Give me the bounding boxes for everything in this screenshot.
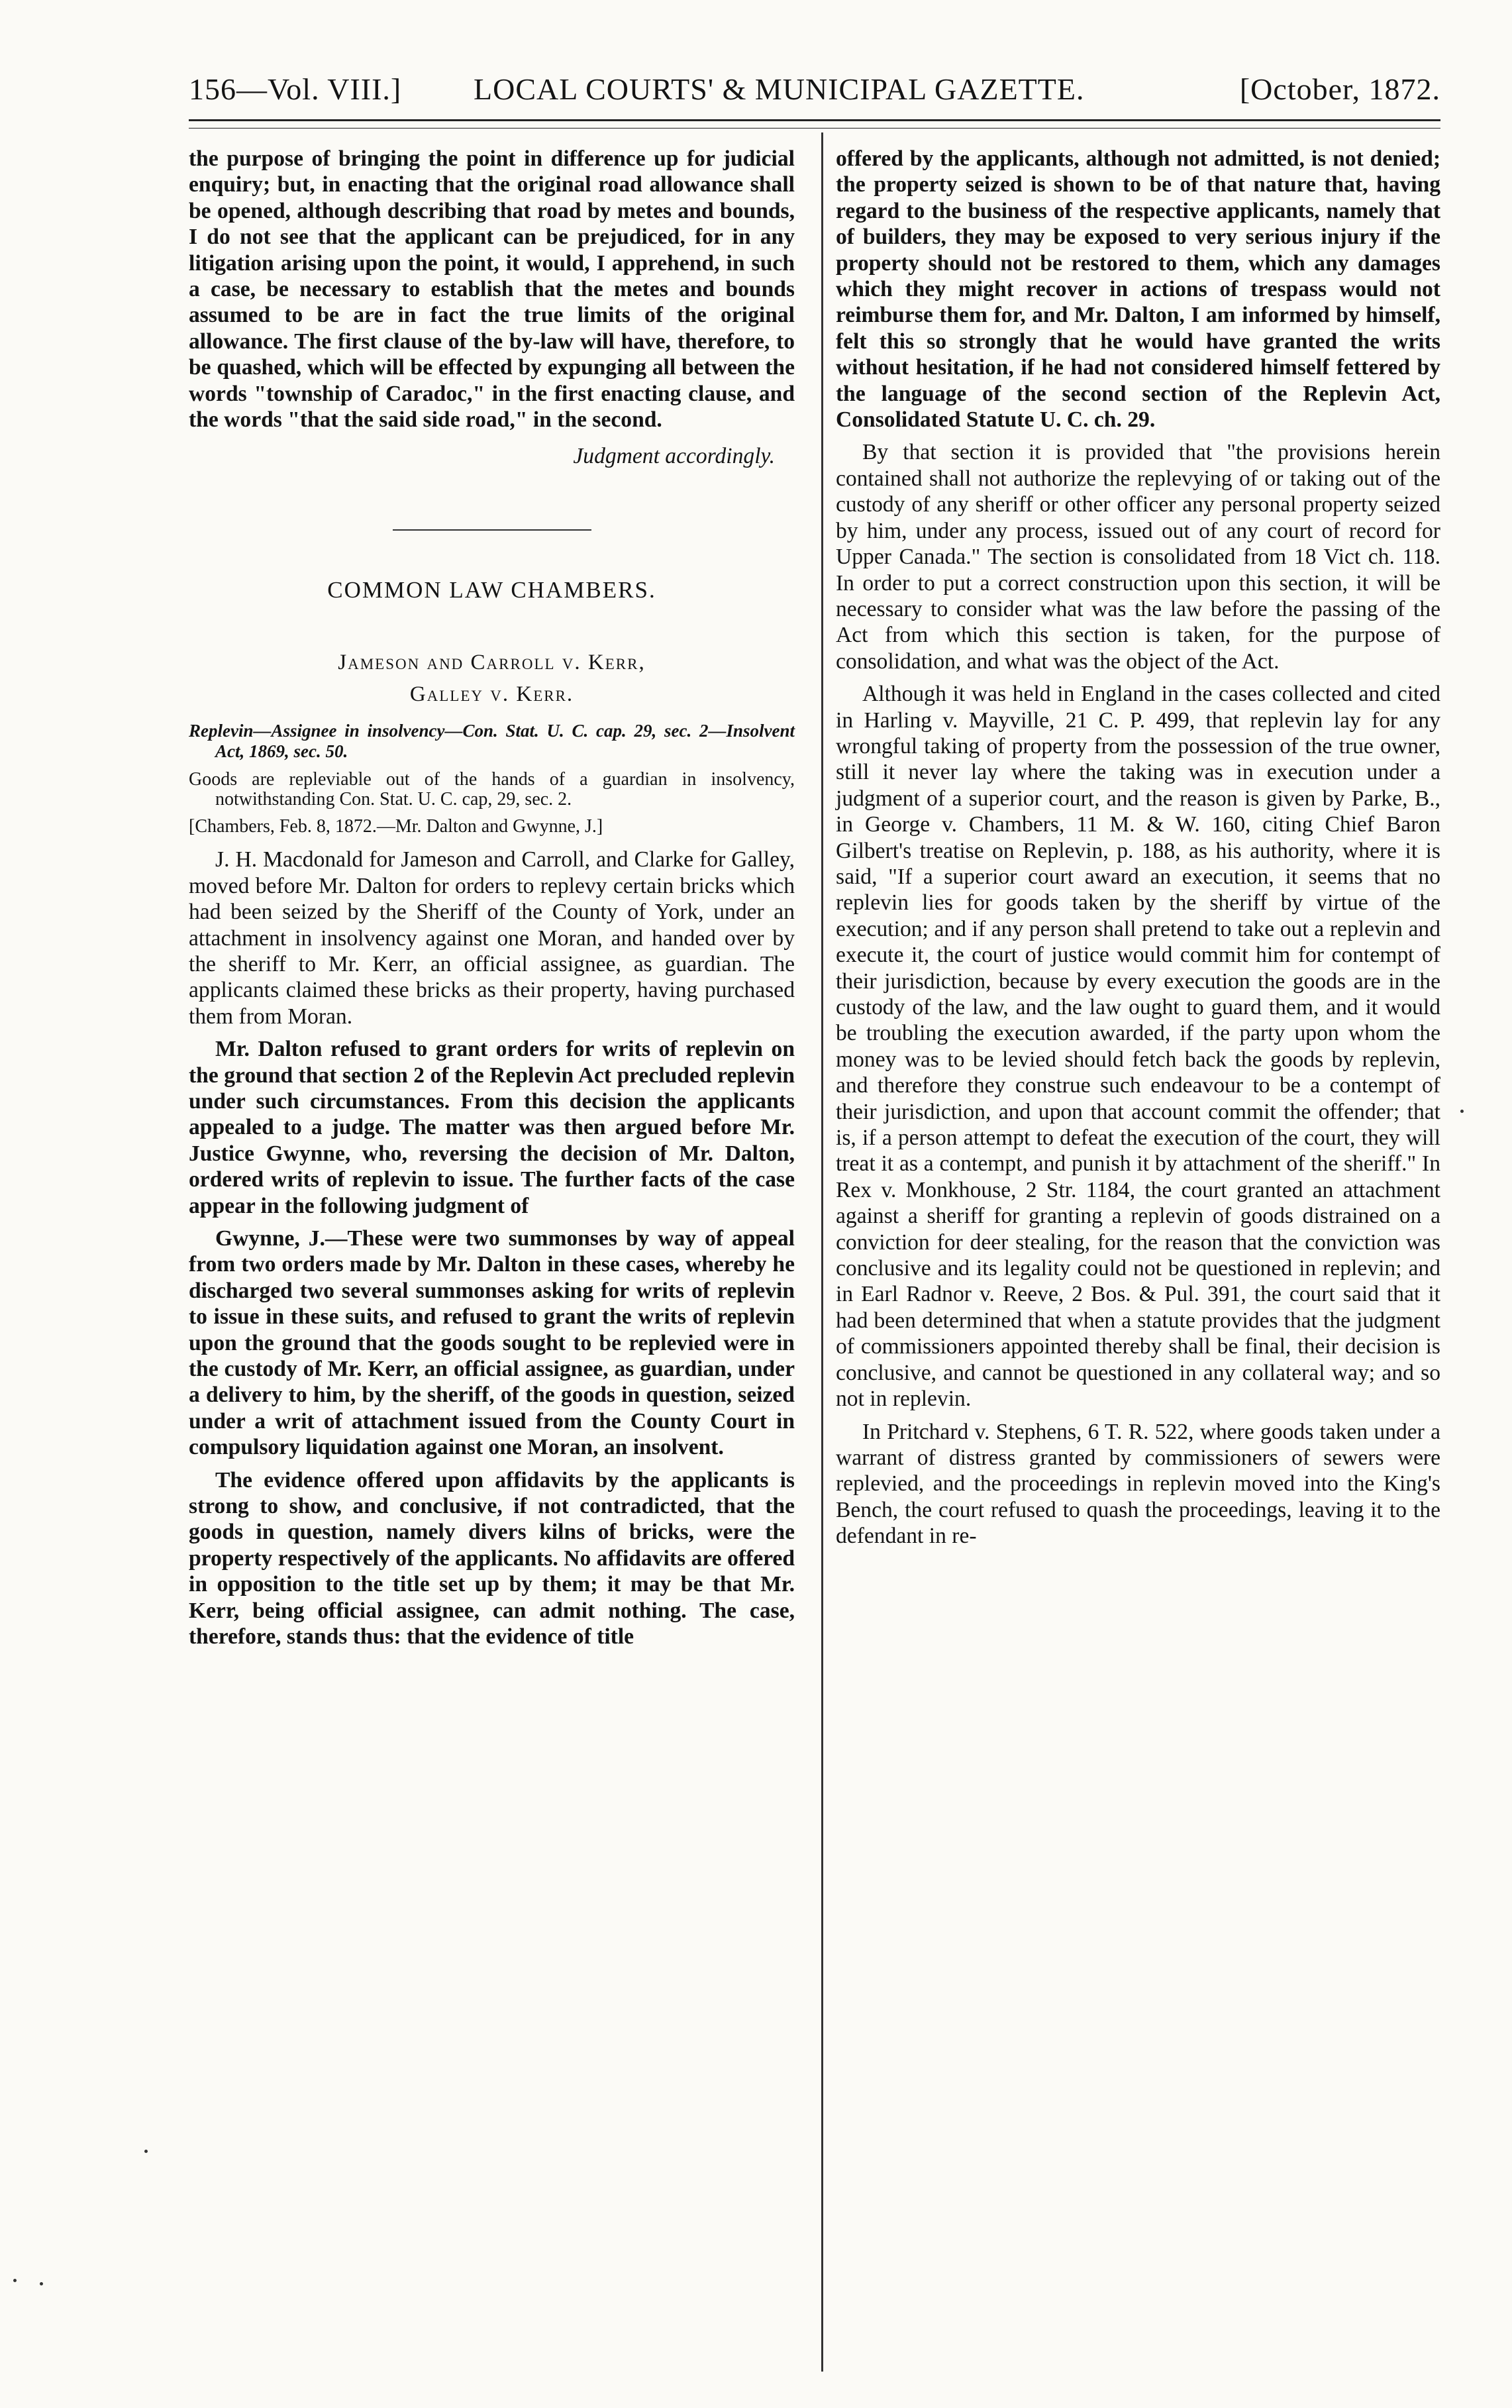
section-rule bbox=[393, 529, 591, 531]
judgment-signoff: Judgment accordingly. bbox=[573, 444, 775, 469]
case-title-line-1: Jameson and Carroll v. Kerr, bbox=[338, 651, 646, 675]
case-title-line-2: Galley v. Kerr. bbox=[409, 682, 574, 707]
left-paragraph-5: The evidence offered upon affidavits by the applicants is strong to show, and conclusive, if not contradicted, that the goods in question, namely divers kilns of bricks, were the property respectively of the applicants. No affidavits are offered in opposition to the title set up by them; it may be that Mr. Kerr, being official assignee, can admit nothing. The case, therefore, stands thus: that the evidence of title bbox=[189, 1467, 795, 1649]
court-line: [Chambers, Feb. 8, 1872.—Mr. Dalton and Gwynne, J.] bbox=[189, 816, 603, 837]
right-paragraph-3: Although it was held in England in the cases collected and cited in Harling v. Mayville, 21 C. P. 499, that replevin lay for any wrongful taking of property from the possession of the true owner, still it never lay where the taking was in execution under a judgment of a superior court, and the reason is given by Parke, B., in George v. Chambers, 11 M. & W. 160, citing Chief Baron Gilbert's treatise on Replevin, p. 188, as his authority, where it is said, "If a superior court award an execution, it seems that no replevin lies for goods taken by the sheriff by virtue of the execution; and if any person shall pretend to take out a replevin and execute it, the court of justice would commit him for contempt of their jurisdiction, because by every execution the goods are in the custody of the law, and the law ought to guard them, and it would be troubling the execution awarded, if the party upon whom the money was to be levied should fetch back the goods by replevin, and therefore they construe such endeavour to be a contempt of their jurisdiction, and upon that account commit the offender; that is, if a person attempt to defeat the execution of the court, they will treat it as a contempt, and punish it by attachment of the sheriff." In Rex v. Monkhouse, 2 Str. 1184, the court granted an attachment against a sheriff for granting a replevin of goods distrained on a conviction for deer stealing, for the reason that the conviction was conclusive and its legality could not be questioned in replevin; and in Earl Radnor v. Reeve, 2 Bos. & Pul. 391, the court said that it had been determined that when a statute provides that the judgment of commissioners appointed thereby shall be final, their decision is conclusive, and cannot be questioned in any collateral way; and so not in replevin. bbox=[836, 682, 1440, 1412]
left-paragraph-1: the purpose of bringing the point in difference up for judicial enquiry; but, in enacting that the original road allowance shall be opened, although describing that road by metes and bounds, I do not see that the applicant can be prejudiced, for in any litigation arising upon the point, it would, I apprehend, in such a case, be necessary to establish that the metes and bounds assumed to be are in fact the true limits of the original allowance. The first clause of the by-law will have, therefore, to be quashed, which will be effected by expunging all between the words "township of Caradoc," in the first enacting clause, and the words "that the said side road," in the second. bbox=[189, 146, 795, 433]
scan-speck bbox=[40, 2282, 43, 2285]
publication-title: LOCAL COURTS' & MUNICIPAL GAZETTE. bbox=[474, 72, 1085, 106]
right-paragraph-2: By that section it is provided that "the provisions herein contained shall not authorize the replevying of or taking out of the custody of any sheriff or other officer any personal property seized by him, under any process, issued out of any court of record for Upper Canada." The section is consolidated from 18 Vict ch. 118. In order to put a correct construction upon this section, it will be necessary to consider what was the law before the passing of the Act from which this section is taken, for the purpose of consolidation, and what was the object of the Act. bbox=[836, 440, 1440, 674]
right-column bbox=[836, 146, 1440, 1549]
scan-speck bbox=[13, 2279, 17, 2282]
right-paragraph-1: offered by the applicants, although not admitted, is not denied; the property seized is shown to be of that nature that, having regard to the business of the respective applicants, namely that of builders, they may be exposed to very serious injury if the property should not be restored to them, which any damages which they might recover in actions of trespass would not reimburse them for, and Mr. Dalton, I am informed by himself, felt this so strongly that he would have granted the writs without hesitation, if he had not considered himself fettered by the language of the second section of the Replevin Act, Consolidated Statute U. C. ch. 29. bbox=[836, 146, 1440, 433]
scan-speck bbox=[144, 2150, 148, 2153]
scan-speck bbox=[1460, 1110, 1464, 1113]
left-paragraph-2: J. H. Macdonald for Jameson and Carroll, and Clarke for Galley, moved before Mr. Dalton for orders to replevy certain bricks which had been seized by the Sheriff of the County of York, under an attachment in insolvency against one Moran, and handed over by the sheriff to Mr. Kerr, an official assignee, as guardian. The applicants claimed these bricks as their property, having purchased them from Moran. bbox=[189, 847, 795, 1029]
column-divider bbox=[821, 132, 823, 2372]
issue-date: [October, 1872. bbox=[1239, 72, 1440, 106]
header-rule bbox=[189, 119, 1440, 129]
left-column bbox=[189, 146, 795, 1649]
headnote-subject: Replevin—Assignee in insolvency—Con. Stat. U. C. cap. 29, sec. 2—Insolvent Act, 1869, sec. 50. bbox=[189, 721, 795, 762]
right-paragraph-4: In Pritchard v. Stephens, 6 T. R. 522, where goods taken under a warrant of distress granted by commissioners of sewers were replevied, and the proceedings in replevin moved into the King's Bench, the court refused to quash the proceedings, leaving it to the defendant in re- bbox=[836, 1419, 1440, 1549]
left-paragraph-4: Gwynne, J.—These were two summonses by way of appeal from two orders made by Mr. Dalton in these cases, whereby he discharged two several summonses asking for writs of replevin to issue in these suits, and refused to grant the writs of replevin upon the ground that the goods sought to be replevied were in the custody of Mr. Kerr, an official assignee, as guardian, under a delivery to him, by the sheriff, of the goods in question, seized under a writ of attachment issued from the County Court in compulsory liquidation against one Moran, an insolvent. bbox=[189, 1226, 795, 1460]
left-paragraph-3: Mr. Dalton refused to grant orders for writs of replevin on the ground that section 2 of the Replevin Act precluded replevin under such circumstances. From this decision the applicants appealed to a judge. The matter was then argued before Mr. Justice Gwynne, who, reversing the decision of Mr. Dalton, ordered writs of replevin to issue. The further facts of the case appear in the following judgment of bbox=[189, 1037, 795, 1218]
running-header bbox=[189, 72, 1440, 118]
section-heading: COMMON LAW CHAMBERS. bbox=[327, 576, 656, 603]
page-volume-label: 156—Vol. VIII.] bbox=[189, 72, 402, 106]
headnote-summary: Goods are repleviable out of the hands of a guardian in insolvency, notwithstanding Con. Stat. U. C. cap, 29, sec. 2. bbox=[189, 769, 795, 810]
